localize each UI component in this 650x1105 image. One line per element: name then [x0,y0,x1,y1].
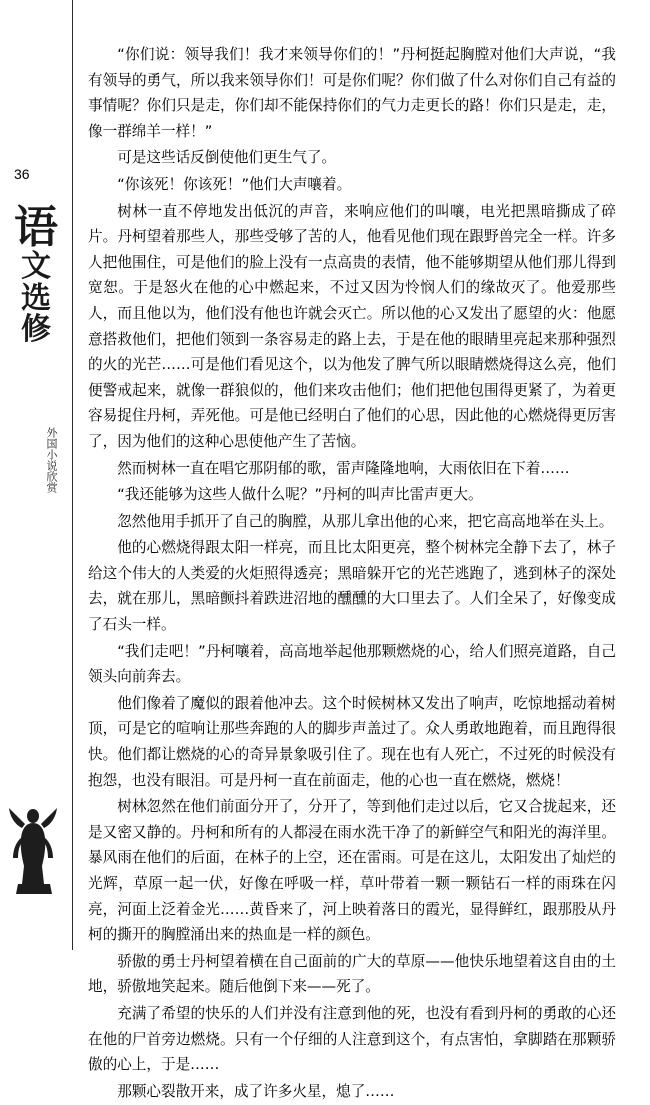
paragraph: 然而树林一直在唱它那阴郁的歌，雷声隆隆地响，大雨依旧在下着…… [117,459,570,477]
paragraph: 树林忽然在他们前面分开了，分开了，等到他们走过以后，它又合拢起来，还是又密又静的。丹柯和所有的人都浸在雨水洗干净了的新鲜空气和阳光的海洋里。暴风雨在他们的后面，在林子的上空，还在雷雨。可是在这儿，太阳发出了灿烂的光辉，草原一起一伏，好像在呼吸一样，草叶带着一颗一颗钻石一样的雨珠在闪亮，河面上泛着金光……黄昏来了，河上映着落日的霞光，显得鲜红，跟那股从丹柯的撕开的胸膛涌出来的热血是一样的颜色。 [88,798,616,944]
paragraph: “你们说：领导我们！我才来领导你们的！”丹柯挺起胸膛对他们大声说，“我有领导的勇气，所以我来领导你们！可是你们呢？你们做了什么对你们自己有益的事情呢？你们只是走，你们却不能保持你们的气力走更长的路！你们只是走，走，像一群绵羊一样！” [88,46,616,140]
margin-divider-rule [72,0,73,950]
paragraph: 那颗心裂散开来，成了许多火星，熄了…… [117,1082,395,1100]
title-char-2: 文 [21,249,51,285]
paragraph: 骄傲的勇士丹柯望着横在自己面前的广大的草原——他快乐地望着这自由的土地，骄傲地笑起来。随后他倒下来——死了。 [88,952,616,996]
paragraph: 他们像着了魔似的跟着他冲去。这个时候树林又发出了响声，吃惊地摇动着树顶，可是它的喧响让那些奔跑的人的脚步声盖过了。众人勇敢地跑着，而且跑得很快。他们都让燃烧的心的奇异景象吸引住了。现在也有人死亡，不过死的时候没有抱怨，也没有眼泪。可是丹柯一直在前面走，他的心也一直在燃烧，燃烧！ [88,694,616,789]
title-char-3: 选 [21,280,51,316]
paragraph: “我们走吧！”丹柯嚷着，高高地举起他那颗燃烧的心，给人们照亮道路，自己领头向前奔去。 [88,642,616,686]
paragraph: 充满了希望的快乐的人们并没有注意到他的死，也没有看到丹柯的勇敢的心还在他的尸首旁边燃烧。只有一个仔细的人注意到这个，有点害怕，拿脚踏在那颗骄傲的心上，于是…… [88,1004,616,1074]
vertical-book-title [8,202,64,348]
paragraph: “我还能够为这些人做什么呢？”丹柯的叫声比雷声更大。 [117,486,483,504]
paragraph: 可是这些话反倒使他们更生气了。 [117,149,337,167]
paragraph: 树林一直不停地发出低沉的声音，来响应他们的叫嚷，电光把黑暗撕成了碎片。丹柯望着那些人，那些受够了苦的人，他看见他们现在跟野兽完全一样。许多人把他围住，可是他们的脸上没有一点高贵的表情，他不能够期望从他们那儿得到宽恕。于是怒火在他的心中燃起来，不过又因为怜悯人们的缘故灭了。他爱那些人，而且他以为，他们没有他也许就会灭亡。所以他的心又发出了愿望的火：他愿意搭救他们，把他们领到一条容易走的路上去，于是在他的眼睛里亮起来那种强烈的火的光芒……可是他们看见这个，以为他发了脾气所以眼睛燃烧得这么亮，他们便警戒起来，就像一群狼似的，他们来攻击他们；他们把他包围得更紧了，为着更容易捉住丹柯，弄死他。可是他已经明白了他们的心思，因此他的心燃烧得更厉害了，因为他们的这种心思使他产生了苦恼。 [88,202,616,450]
angel-statue-ornament-icon [6,802,62,898]
paragraph: 忽然他用手抓开了自己的胸膛，从那儿拿出他的心来，把它高高地举在头上。 [117,512,614,530]
article-body [88,42,616,1105]
margin-column [0,0,72,950]
page-number: 36 [14,166,30,182]
vertical-subtitle: 外国小说欣赏 [45,427,58,493]
paragraph: 他的心燃烧得跟太阳一样亮，而且比太阳更亮，整个树林完全静下去了，林子给这个伟大的人类爱的火炬照得透亮；黑暗躲开它的光芒逃跑了，逃到林子的深处去，就在那儿，黑暗颤抖着跌进沼地的醺醺的大口里去了。人们全呆了，好像变成了石头一样。 [88,539,616,634]
title-char-1: 语 [14,202,58,253]
title-char-4: 修 [21,312,51,348]
paragraph: “你该死！你该死！”他们大声嚷着。 [117,175,352,193]
